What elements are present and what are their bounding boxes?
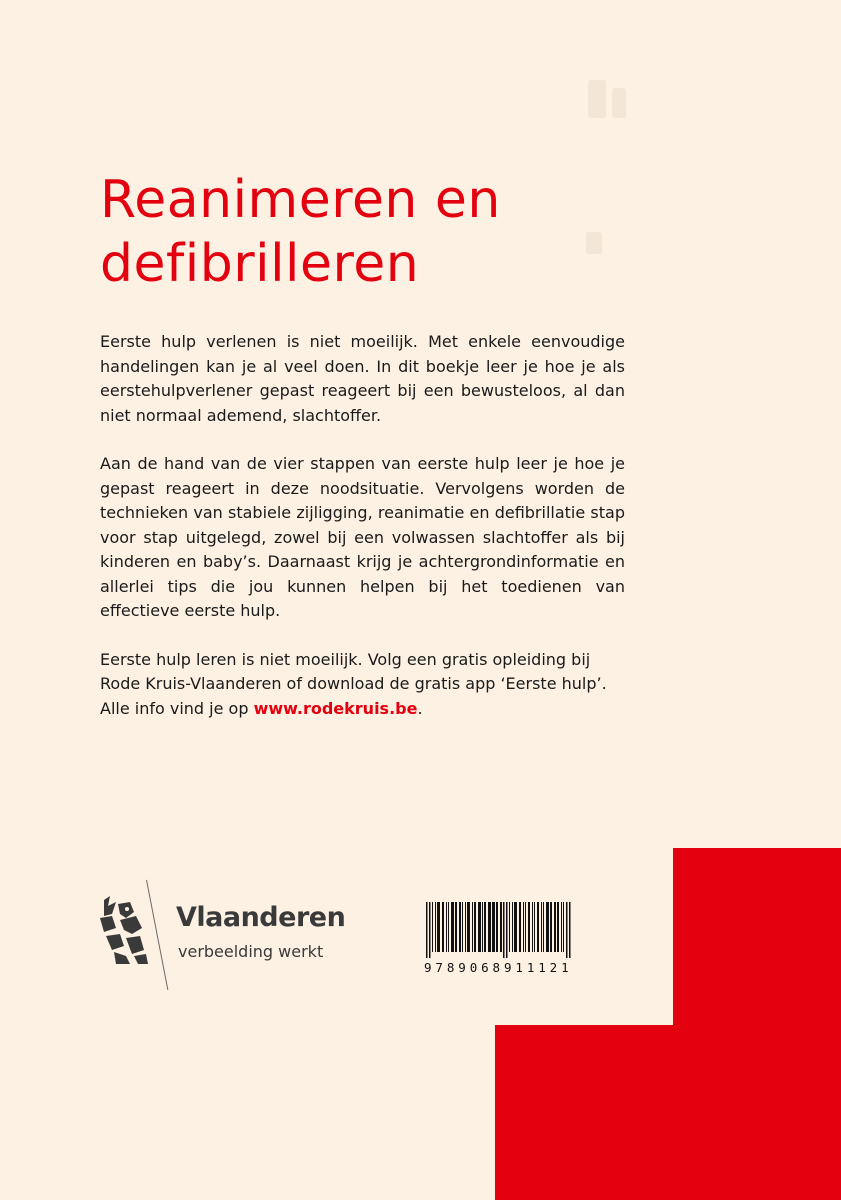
- paragraph-1: Eerste hulp verlenen is niet moeilijk. Met enkele eenvoudige handelingen kan je al veel doen. In dit boekje leer je hoe je als eerstehulpverlener gepast reageert bij een bewusteloos, al dan niet normaal ademend, slachtoffer.: [100, 332, 625, 425]
- red-cross-horizontal-bar: [495, 1025, 841, 1200]
- page-title: [100, 168, 620, 296]
- description: [100, 330, 625, 745]
- barcode-bar: [492, 902, 495, 952]
- barcode-bar: [496, 902, 498, 952]
- barcode-bar: [554, 902, 556, 952]
- decorative-shape: [588, 80, 606, 118]
- barcode-bar: [506, 902, 508, 958]
- isbn-barcode: [424, 902, 624, 982]
- barcode-bar: [546, 902, 549, 952]
- paragraph-3: [100, 648, 625, 722]
- barcode-bar: [537, 902, 539, 952]
- barcode-bar: [474, 902, 476, 952]
- barcode-bar: [503, 902, 505, 958]
- barcode-bar: [451, 902, 454, 952]
- barcode-bar: [472, 902, 473, 952]
- barcode-bar: [561, 902, 562, 952]
- barcode-bar: [429, 902, 431, 958]
- barcode-bar: [446, 902, 447, 952]
- closing-text: Eerste hulp leren is niet moeilijk. Volg een gratis opleiding bij Rode Kruis-Vlaanderen of download de gratis app ‘Eerste hulp’. Alle info vind je op: [100, 649, 607, 718]
- barcode-bar: [532, 902, 533, 952]
- barcode-bar: [478, 902, 481, 952]
- barcode-bar: [569, 902, 571, 958]
- barcode-bar: [435, 902, 436, 952]
- barcode-bar: [432, 902, 433, 952]
- title-line-1: Reanimeren en: [100, 170, 501, 230]
- title-line-2: defibrilleren: [100, 234, 420, 294]
- decorative-shape: [612, 88, 626, 118]
- barcode-bar: [557, 902, 559, 952]
- barcode-bar: [512, 902, 513, 952]
- barcode-bar: [543, 902, 544, 952]
- barcode-bar: [488, 902, 491, 952]
- barcode-bar: [465, 902, 466, 952]
- barcode-bar: [525, 902, 526, 952]
- barcode-bar: [528, 902, 530, 952]
- barcode-bar: [455, 902, 457, 952]
- barcode-bar: [442, 902, 444, 952]
- barcode-bar: [448, 902, 449, 952]
- vlaanderen-logo: [96, 880, 396, 995]
- barcode-bar: [437, 902, 440, 952]
- barcode-bar: [467, 902, 470, 952]
- barcode-bar: [482, 902, 483, 952]
- barcode-bar: [563, 902, 564, 952]
- barcode-bar: [514, 902, 517, 952]
- flemish-lion-icon: [96, 894, 150, 966]
- barcode-number: 9789068911121: [424, 960, 573, 975]
- barcode-bar: [566, 902, 568, 958]
- barcode-bar: [534, 902, 535, 952]
- closing-end: .: [417, 698, 423, 718]
- barcode-bar: [523, 902, 524, 952]
- paragraph-2: Aan de hand van de vier stappen van eerste hulp leer je hoe je gepast reageert in deze noodsituatie. Vervolgens worden de technieken van stabiele zijligging, reanimatie en defibrillatie stap voor stap uitgelegd, zowel bij een volwassen slachtoffer als bij kinderen en baby’s. Daarnaast krijg je achtergrondinformatie en allerlei tips die jou kunnen helpen bij het toedienen van effectieve eerste hulp.: [100, 454, 625, 620]
- logo-tagline: verbeelding werkt: [178, 942, 324, 961]
- barcode-bar: [550, 902, 552, 952]
- barcode-bar: [484, 902, 486, 952]
- barcode-bar: [541, 902, 542, 952]
- barcode-bar: [426, 902, 428, 958]
- logo-name: Vlaanderen: [176, 902, 346, 933]
- barcode-bars: [424, 902, 620, 958]
- barcode-bar: [519, 902, 521, 952]
- barcode-bar: [500, 902, 502, 952]
- barcode-bar: [509, 902, 510, 952]
- barcode-bar: [459, 902, 461, 952]
- barcode-bar: [462, 902, 463, 952]
- website-link[interactable]: www.rodekruis.be: [253, 698, 418, 718]
